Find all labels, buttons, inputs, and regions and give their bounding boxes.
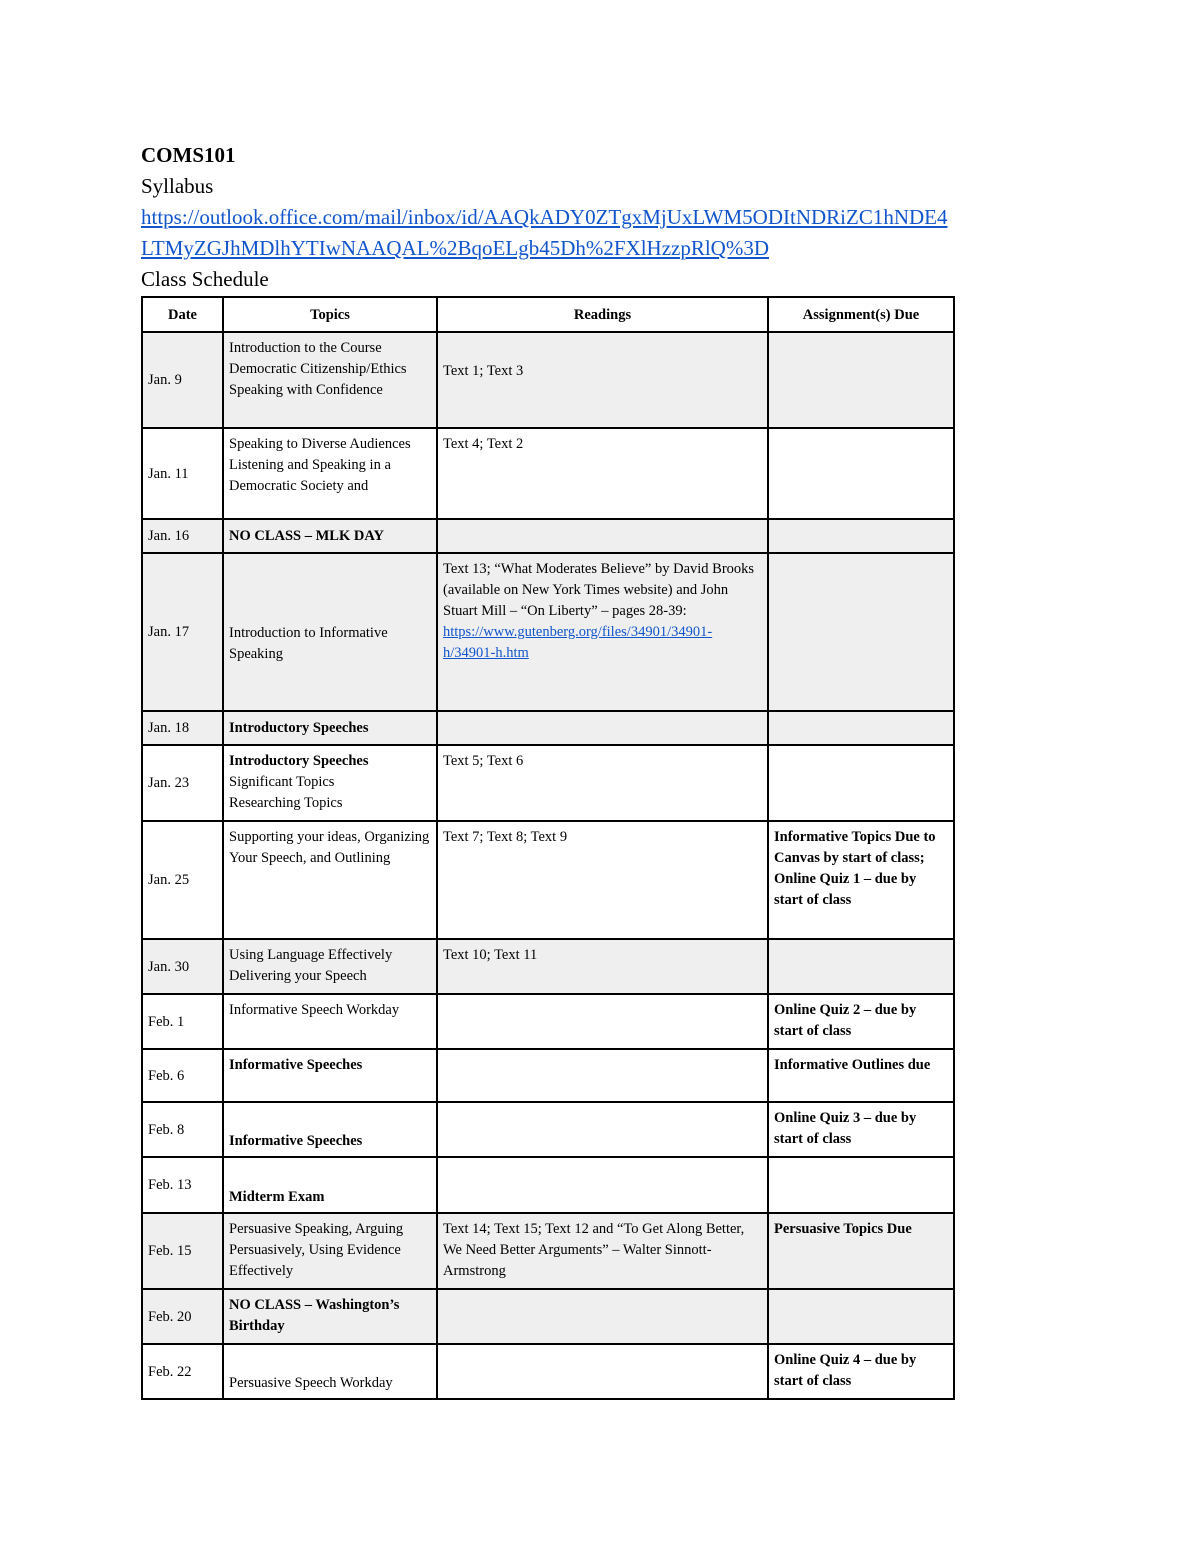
- due-line: Online Quiz 1 – due by start of class: [774, 871, 917, 908]
- row-date: Feb. 13: [142, 1157, 223, 1213]
- row-topics: [223, 553, 437, 711]
- row-due: Persuasive Topics Due: [768, 1213, 954, 1289]
- row-readings: [437, 519, 768, 553]
- table-row: [142, 711, 954, 745]
- outlook-link-line1[interactable]: https://outlook.office.com/mail/inbox/id/AAQkADY0ZTgxMjUxLWM5ODItNDRiZC1hNDE4: [141, 205, 948, 229]
- topic-line: Speaking with Confidence: [229, 382, 383, 398]
- topic-line: Speaking to Diverse Audiences: [229, 436, 411, 452]
- row-topics: [223, 939, 437, 994]
- course-code: COMS101: [141, 143, 236, 167]
- row-date: Feb. 8: [142, 1102, 223, 1157]
- topic-line: Introduction to the Course: [229, 340, 382, 356]
- table-row: [142, 821, 954, 939]
- table-row: [142, 939, 954, 994]
- column-header-assignments: Assignment(s) Due: [768, 297, 954, 332]
- row-due: Online Quiz 4 – due by start of class: [768, 1344, 954, 1399]
- readings-text: Text 13; “What Moderates Believe” by David Brooks (available on New York Times website) and John Stuart Mill – “On Liberty” – pages 28-39:: [443, 561, 755, 619]
- table-row: [142, 332, 954, 428]
- row-date: Jan. 16: [142, 519, 223, 553]
- topic-line: Listening and Speaking in a Democratic Society and: [229, 457, 391, 494]
- row-readings: [437, 553, 768, 711]
- class-schedule-table: [141, 296, 955, 1400]
- row-topics: Midterm Exam: [223, 1157, 437, 1213]
- row-topics: Persuasive Speaking, Arguing Persuasively, Using Evidence Effectively: [223, 1213, 437, 1289]
- row-topics: Introductory Speeches: [223, 711, 437, 745]
- row-date: Feb. 1: [142, 994, 223, 1049]
- row-readings: [437, 1049, 768, 1102]
- table-row: [142, 1344, 954, 1399]
- row-date: Feb. 15: [142, 1213, 223, 1289]
- topic-line: Using Language Effectively: [229, 947, 393, 963]
- table-row: [142, 745, 954, 821]
- row-date: Jan. 25: [142, 821, 223, 939]
- row-due: [768, 553, 954, 711]
- row-readings: Text 10; Text 11: [437, 939, 768, 994]
- row-readings: Text 7; Text 8; Text 9: [437, 821, 768, 939]
- row-date: Jan. 9: [142, 332, 223, 428]
- row-due: Informative Outlines due: [768, 1049, 954, 1102]
- row-readings: [437, 1157, 768, 1213]
- table-row: [142, 1102, 954, 1157]
- schedule-title: Class Schedule: [141, 267, 269, 291]
- row-date: Feb. 6: [142, 1049, 223, 1102]
- table-row: [142, 519, 954, 553]
- row-topics: NO CLASS – MLK DAY: [223, 519, 437, 553]
- row-date: Jan. 17: [142, 553, 223, 711]
- row-date: Jan. 18: [142, 711, 223, 745]
- row-topics: [223, 745, 437, 821]
- row-readings: [437, 1289, 768, 1344]
- due-line: Informative Topics Due to Canvas by start of class;: [774, 829, 936, 866]
- row-readings: [437, 994, 768, 1049]
- row-readings: [437, 1102, 768, 1157]
- row-date: Feb. 20: [142, 1289, 223, 1344]
- row-due: [768, 939, 954, 994]
- row-topics: Informative Speech Workday: [223, 994, 437, 1049]
- row-due: Online Quiz 3 – due by start of class: [768, 1102, 954, 1157]
- row-topics: [223, 332, 437, 428]
- table-row: [142, 428, 954, 519]
- row-date: Feb. 22: [142, 1344, 223, 1399]
- row-due: [768, 1289, 954, 1344]
- row-date: Jan. 30: [142, 939, 223, 994]
- table-row: [142, 1213, 954, 1289]
- row-due: [768, 1157, 954, 1213]
- row-readings: [437, 332, 768, 428]
- topic-line: Researching Topics: [229, 795, 343, 811]
- row-due: Online Quiz 2 – due by start of class: [768, 994, 954, 1049]
- row-readings: [437, 711, 768, 745]
- column-header-topics: Topics: [223, 297, 437, 332]
- row-topics: Informative Speeches: [223, 1049, 437, 1102]
- topic-line: Significant Topics: [229, 774, 335, 790]
- topic-line: Introductory Speeches: [229, 753, 369, 769]
- table-header-row: [142, 297, 954, 332]
- column-header-date: Date: [142, 297, 223, 332]
- row-due: [768, 711, 954, 745]
- row-readings: Text 4; Text 2: [437, 428, 768, 519]
- document-subtitle: Syllabus: [141, 174, 214, 198]
- row-due: [768, 821, 954, 939]
- column-header-readings: Readings: [437, 297, 768, 332]
- table-row: [142, 1289, 954, 1344]
- row-readings: Text 5; Text 6: [437, 745, 768, 821]
- table-row: [142, 1049, 954, 1102]
- document-header: [141, 140, 1101, 295]
- topic-line: Delivering your Speech: [229, 968, 367, 984]
- row-topics: Supporting your ideas, Organizing Your Speech, and Outlining: [223, 821, 437, 939]
- table-row: [142, 553, 954, 711]
- topic-line: Introduction to Informative Speaking: [229, 624, 388, 662]
- row-date: Jan. 11: [142, 428, 223, 519]
- row-due: [768, 332, 954, 428]
- table-row: [142, 994, 954, 1049]
- row-topics: [223, 428, 437, 519]
- row-due: [768, 519, 954, 553]
- row-topics: Informative Speeches: [223, 1102, 437, 1157]
- row-due: [768, 428, 954, 519]
- row-topics: NO CLASS – Washington’s Birthday: [223, 1289, 437, 1344]
- readings-text: Text 1; Text 3: [443, 363, 524, 379]
- row-topics: Persuasive Speech Workday: [223, 1344, 437, 1399]
- row-date: Jan. 23: [142, 745, 223, 821]
- gutenberg-link[interactable]: https://www.gutenberg.org/files/34901/34901-h/34901-h.htm: [443, 624, 713, 661]
- topic-line: Democratic Citizenship/Ethics: [229, 361, 407, 377]
- table-row: [142, 1157, 954, 1213]
- outlook-link-line2[interactable]: LTMyZGJhMDlhYTIwNAAQAL%2BqoELgb45Dh%2FXlHzzpRlQ%3D: [141, 236, 770, 260]
- row-readings: Text 14; Text 15; Text 12 and “To Get Along Better, We Need Better Arguments” – Walter Sinnott-Armstrong: [437, 1213, 768, 1289]
- row-readings: [437, 1344, 768, 1399]
- row-due: [768, 745, 954, 821]
